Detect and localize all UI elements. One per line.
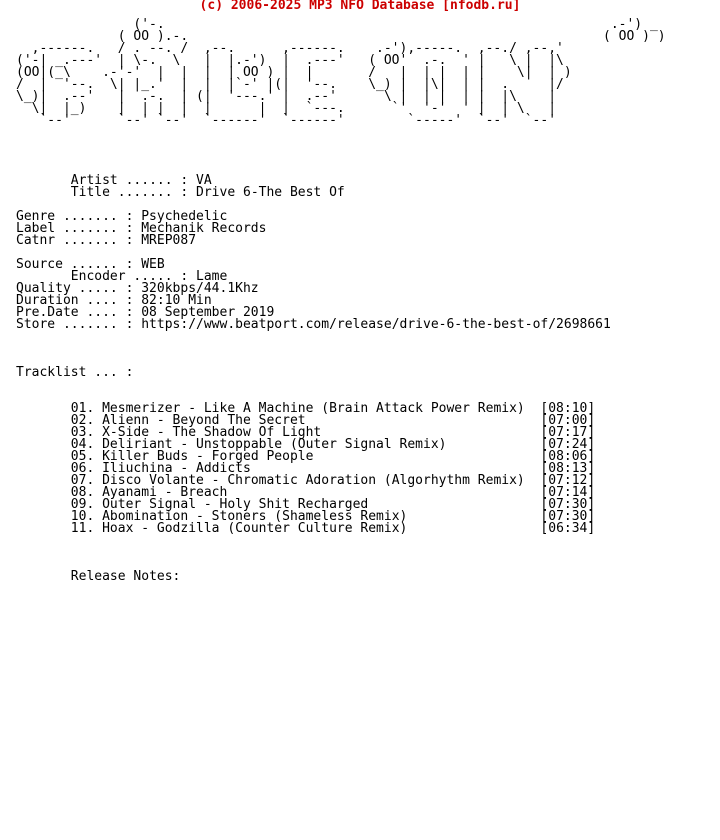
track-duration: [07:17]: [540, 425, 596, 440]
genre-value: Psychedelic: [141, 209, 228, 224]
nfo-content: [16, 19, 666, 583]
title-label: Title ....... :: [70, 185, 197, 200]
track-title: Disco Volante - Chromatic Adoration (Algorhythm Remix): [102, 473, 525, 488]
predate-value: 08 September 2019: [141, 305, 275, 320]
title-value: Drive 6-The Best Of: [196, 185, 345, 200]
track-title: Ayanami - Breach: [102, 485, 228, 500]
track-duration: [07:12]: [540, 473, 596, 488]
artist-value: VA: [196, 173, 212, 188]
tracklist-label: Tracklist ... :: [16, 365, 134, 380]
store-link[interactable]: https://www.beatport.com/release/drive-6-the-best-of/2698661: [141, 317, 611, 332]
track-number: 07.: [70, 473, 95, 488]
track-title: Hoax - Godzilla (Counter Culture Remix): [102, 521, 408, 536]
quality-label: Quality ..... :: [16, 281, 142, 296]
track-number: 08.: [70, 485, 95, 500]
encoder-label: Encoder ..... :: [70, 269, 197, 284]
track-number: 05.: [70, 449, 95, 464]
track-number: 10.: [70, 509, 95, 524]
ascii-logo: ('-. .-') _ ( OO ).-. ( OO ) ) ,------. / . --. / ,--. ,------. .-'),-----. ,--./ ,--,' ('-| _.---' | \-. \ | |.-') | .---' ( OO' .-. ' | \ | |\ (OO|(_\ .-'-' | | | | OO ) | | / | | | | | \| | ) / | '--. \| |_.' | | |`-' |(| '--. \_) | |\| | | . |/ \_)| .--' | .-. | (| '---.' | .--' \ | | | | | |\ | \| |_) | | | | | | | `---. `' '-' ' | | \ | `--' `--' `--' `------' `------' `-----' `--' `--': [16, 17, 666, 128]
track-title: X-Side - The Shadow Of Light: [102, 425, 322, 440]
track-title: Mesmerizer - Like A Machine (Brain Attack Power Remix): [102, 401, 525, 416]
track-title: Killer Buds - Forged People: [102, 449, 314, 464]
catnr-value: MREP087: [141, 233, 197, 248]
track-duration: [07:30]: [540, 509, 596, 524]
source-label: Source ...... :: [16, 257, 142, 272]
track-number: 02.: [70, 413, 95, 428]
track-number: 03.: [70, 425, 95, 440]
track-duration: [07:14]: [540, 485, 596, 500]
track-title: Deliriant - Unstoppable (Outer Signal Remix): [102, 437, 447, 452]
predate-label: Pre.Date .... :: [16, 305, 142, 320]
track-duration: [07:24]: [540, 437, 596, 452]
track-number: 06.: [70, 461, 95, 476]
track-duration: [08:13]: [540, 461, 596, 476]
duration-label: Duration .... :: [16, 293, 142, 308]
label-value: Mechanik Records: [141, 221, 267, 236]
track-duration: [08:06]: [540, 449, 596, 464]
duration-value: 82:10 Min: [141, 293, 212, 308]
track-title: Abomination - Stoners (Shameless Remix): [102, 509, 408, 524]
label-label: Label ....... :: [16, 221, 142, 236]
track-row: [16, 521, 595, 536]
catnr-label: Catnr ....... :: [16, 233, 142, 248]
track-title: Outer Signal - Holy Shit Recharged: [102, 497, 369, 512]
track-number: 09.: [70, 497, 95, 512]
track-duration: [07:00]: [540, 413, 596, 428]
quality-value: 320kbps/44.1Khz: [141, 281, 259, 296]
track-number: 01.: [70, 401, 95, 416]
store-label: Store ....... :: [16, 317, 142, 332]
track-duration: [08:10]: [540, 401, 596, 416]
artist-label: Artist ...... :: [70, 173, 197, 188]
track-number: 04.: [70, 437, 95, 452]
copyright-header: (c) 2006-2025 MP3 NFO Database [nfodb.ru]: [199, 0, 521, 13]
source-value: WEB: [141, 257, 165, 272]
release-notes-label: Release Notes:: [70, 569, 181, 584]
track-list: [16, 401, 595, 536]
track-title: Alienn - Beyond The Secret: [102, 413, 306, 428]
genre-label: Genre ....... :: [16, 209, 142, 224]
encoder-value: Lame: [196, 269, 228, 284]
track-title: Iliuchina - Addicts: [102, 461, 251, 476]
track-duration: [06:34]: [540, 521, 596, 536]
track-duration: [07:30]: [540, 497, 596, 512]
track-number: 11.: [70, 521, 95, 536]
